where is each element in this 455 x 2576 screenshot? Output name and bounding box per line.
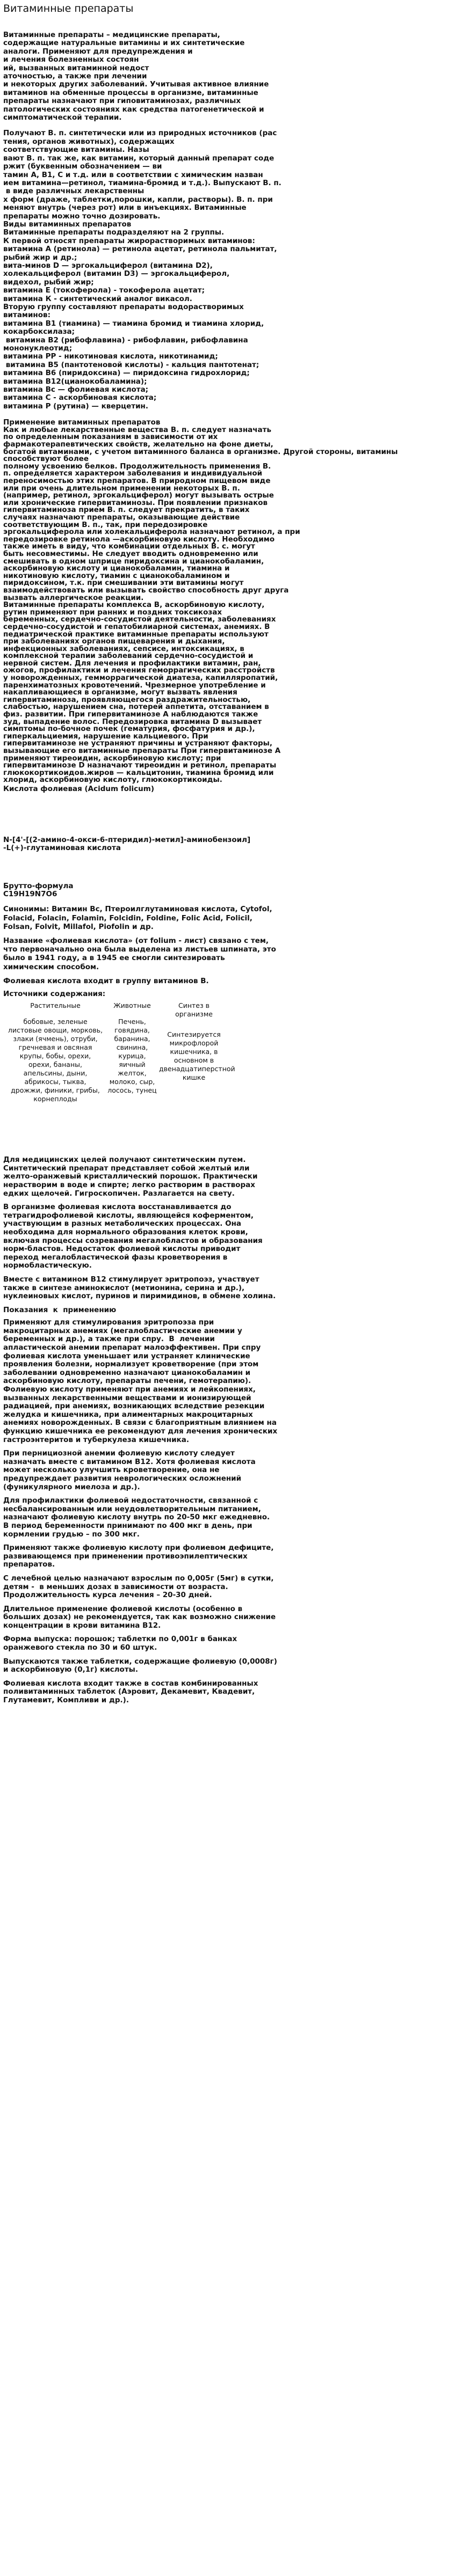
synonyms-paragraph: Синонимы: Витамин Bc, Птероилглутаминовая кислота, Cytofol, Folacid, Folacin, Folamin, Folcidin, Foldine, Folic Acid, Folicil, Folsan, Folvit, Millafol, Piofolin и др. (3, 905, 272, 931)
sources-column-header: Растительные (30, 1001, 81, 1010)
sources-heading: Источники содержания: (3, 990, 106, 998)
vitamin-group-line: Фолиевая кислота входит в группу витаминов В. (3, 976, 209, 985)
folic-heading: Кислота фолиевая (Acidum folicum) (3, 784, 155, 793)
sources-column-header: Животные (113, 1001, 151, 1010)
sources-column-body: бобовые, зеленые листовые овощи, морковь, злаки (ячмень), отруби, гречневая и овсяная крупы, бобы, орехи, орехи, бананы, апельсины, дыни, абрикосы, тыква, дрожжи, финики, грибы, корнеплоды (8, 1018, 103, 1103)
sources-column-animals (105, 1001, 159, 1095)
prophylaxis-paragraph: Для профилактики фолиевой недостаточности, связанной с несбалансированным или неудовлетворительным питанием, назначают фолиевую кислоту внутрь по 20-50 мкг ежедневно. В период беременности принимают по 400 мкг в день, при кормлении грудью – по 300 мкг. (3, 1496, 270, 1539)
sources-column-header: Синтез в организме (175, 1001, 213, 1019)
restoration-paragraph: В организме фолиевая кислота восстанавливается до тетрагидрофолиевой кислоты, являющейся коферментом, участвующим в разных метаболических процессах. Она необходима для нормального образования клеток крови, включая процессы созревания мегалобластов и образования норм-бластов. Недостаток фолиевой кислоты приводит переход мегалобластической фазы кроветворения в нормобластическую. (3, 1203, 263, 1270)
sources-column-body: Синтезируется микрофлорой кишечника, в основном в двенадцатиперстной кишке (159, 1030, 235, 1082)
dosage-paragraph: С лечебной целью назначают взрослым по 0,005г (5мг) в сутки, детям - в меньших дозах в зависимости от возраста. Продолжительность курса лечения – 20-30 дней. (3, 1574, 274, 1600)
medical-synthesis-paragraph: Для медицинских целей получают синтетическим путем. Синтетический препарат представляет собой желтый или желто-оранжевый кристаллический порошок. Практически нерастворим в воде и спирте; легко растворим в растворах едких щелочей. Гигроскопичен. Разлагается на свету. (3, 1155, 258, 1198)
obtaining-paragraph: Получают В. п. синтетически или из природных источников (рас тения, органов животных), содержащих соответствующие витамины. Назы вают В. п. так же, как витамин, который данный препарат соде ржит (буквенным обозначением — ви тамин А, В1, С и т.д. или в соответствии с химическим назван ием витамина—ретинол, тиамина-бромид и т.д.). Выпускают В. п. в виде различных лекарственны х форм (драже, таблетки,порошки, капли, растворы). В. п. при меняют внутрь (через рот) или в инъекциях. Витаминные препараты можно точно дозировать. (3, 129, 281, 221)
sources-column-synthesis (159, 1001, 235, 1082)
release-form-paragraph: Форма выпуска: порошок; таблетки по 0,001г в банках оранжевого стекла по 30 и 60 штук. (3, 1635, 237, 1652)
intro-paragraph: Витаминные препараты – медицинские препараты, содержащие натуральные витамины и их синтетические аналоги. Применяют для предупреждения и и лечения болезненных состоян ий, вызванных витаминной недост аточностью, а также при лечении и некоторых других заболеваний. Учитывая активное влияние витаминов на обменные процессы в организме, витаминные препараты назначают при гиповитаминозах, различных патологических состояниях как средства патогенетической и симптоматической терапии. (3, 31, 269, 122)
indications-heading: Показания к применению (3, 1305, 117, 1314)
document-title: Витаминные препараты (3, 3, 134, 14)
name-origin-paragraph: Название «фолиевая кислота» (от folium - лист) связано с тем, что первоначально она была выделена из листьев шпината, это было в 1941 году, а в 1945 ее смогли синтезировать химическим способом. (3, 936, 276, 971)
sources-column-body: Печень, говядина, баранина, свинина, курица, яичный желток, молоко, сыр, лосось, тунец (107, 1018, 157, 1095)
pernicious-anemia-paragraph: При пернициозной анемии фолиевую кислоту следует назначать вместе с витамином B12. Хотя фолиевая кислота может несколько улучшить кроветворение, она не предупреждает развития неврологических осложнений (фуникулярного миелоза и др.). (3, 1449, 256, 1491)
article-body (0, 15, 455, 1705)
antiepileptic-paragraph: Применяют также фолиевую кислоту при фолиевом дефиците, развивающемся при применении противоэпилептических препаратов. (3, 1543, 274, 1569)
types-section: Виды витаминных препаратов Витаминные препараты подразделяют на 2 группы. К первой относят препараты жирорастворимых витаминов: витамина А (ретинола) — ретинола ацетат, ретинола пальмитат, рыбий жир и др.; вита-минов D — эргокальциферол (витамина D2), холекальциферол (витамин D3) — эргокальциферол, видехол, рыбий жир; витамина Е (токоферола) - токоферола ацетат; витамина К - синтетический аналог викасол. Вторую группу составляют препараты водорастворимых витаминов: витамина В1 (тиамина) — тиамина бромид и тиамина хлорид, кокарбоксилаза; витамина В2 (рибофлавина) - рибофлавин, рибофлавина мононуклеотид; витамина РР - никотиновая кислота, никотинамид; витамина В5 (пантотеновой кислоты) - кальция пантотенат; витамина В6 (пиридоксина) — пиридоксина гидрохлорид; витамина В12(цианокобаламина); витамина Вс — фолиевая кислота; витамина С - аскорбиновая кислота; витамина Р (рутина) — кверцетин. (3, 219, 277, 411)
large-doses-paragraph: Длительное применение фолиевой кислоты (особенно в больших дозах) не рекомендуется, так как возможно снижение концентрации в крови витамина B12. (3, 1604, 276, 1630)
gross-formula: Брутто-формула C19H19N7O6 (3, 882, 74, 899)
b12-paragraph: Вместе с витамином B12 стимулирует эритропоэз, участвует также в синтезе аминокислот (метионина, серина и др.), нуклеиновых кислот, пуринов и пиримидинов, в обмене холина. (3, 1275, 276, 1301)
sources-column-plants (5, 1001, 105, 1103)
sources-table (3, 1001, 450, 1103)
multivitamin-paragraph: Фолиевая кислота входит также в состав комбинированных поливитаминных таблеток (Аэровит, Декамевит, Квадевит, Глутамевит, Компливи и др.). (3, 1679, 258, 1705)
combined-tablets-paragraph: Выпускаются также таблетки, содержащие фолиевую (0,0008г) и аскорбиновую (0,1г) кислоты. (3, 1657, 277, 1674)
indications-paragraph: Применяют для стимулирования эритропоэза при макроцитарных анемиях (мегалобластические анемии у беременных и др.), а также при спру. В лечении апластической анемии препарат малоэффективен. При спру фолиевая кислота уменьшает или устраняет клинические проявления болезни, нормализует кроветворение (при этом заболевании одновременно назначают цианокобаламин и аскорбиновую кислоту, препараты печени, гемотерапию). Фолиевую кислоту применяют при анемиях и лейкопениях, вызванных лекарственными веществами и ионизирующей радиацией, при анемиях, возникающих вследствие резекции желудка и кишечника, при алиментарных макроцитарных анемиях новорожденных. В связи с благоприятным влиянием на функцию кишечника ее рекомендуют для лечения хронических гастроэнтеритов и туберкулеза кишечника. (3, 1318, 278, 1444)
usage-section: Применение витаминных препаратов Как и любые лекарственные вещества В. п. следует назначать по определенным показаниям в зависимости от их фармакотерапевтических свойств, желательно на фоне диеты, богатой витаминами, с учетом витаминного баланса в организме. Другой стороны, витамины способствуют более полному усвоению белков. Продолжительность применения В. п. определяется характером заболевания и индивидуальной переносимостью этих препаратов. В природном пищевом виде или при очень длительном применении некоторых В. п. (например, ретинол, эргокальциферол) могут вызывать острые или хронические гипервитаминозы. При появлении признаков гипервитаминоза прием В. п. следует прекратить, в таких случаях назначают препараты, оказывающие действие соответствующим В. п., так, при передозировке эргокальциферола или холекальциферола назначают ретинол, а при передозировке ретинола —аскорбиновую кислоту. Необходимо также иметь в виду, что комбинации отдельных В. с. могут быть несовместимы. Не следует вводить одновременно или смешивать в одном шприце пиридоксина и цианокобаламин, аскорбиновую кислоту и цианокобаламин, тиамина и никотиновую кислоту, тиамин с цианокобаламином и пиридоксином, т.к. при смешивании эти витамины могут взаимодействовать или вызывать свойство способность друг друга вызвать аллергическое реакции. (3, 418, 398, 602)
molecule-caption: N-[4'-[(2-амино-4-окси-6-птеридил)-метил]-аминобензоил] -L(+)-глутаминовая кислота (3, 836, 251, 853)
ascorbic-paragraph: Витаминные препараты комплекса В, аскорбиновую кислоту, рутин применяют при ранних и поздних токсикозах беременных, сердечно-сосудистой деятельности, заболеваниях сердечно-сосудистой и гепатобилиарной системах, анемиях. В педиатрической практике витаминные препараты используют при заболеваниях органов пищеварения и дыхания, инфекционных заболеваниях, сепсисе, интоксикациях, в комплексной терапии заболеваний сердечно-сосудистой и нервной систем. Для лечения и профилактики витамин, ран, ожогов, профилактики и лечения геморрагических расстройств у новорожденных, гемморрагической диатеза, капилляропатий, паренхиматозных кровотечений. Чрезмерное употребление и накапливающиеся в организме, могут вызвать явления гипервитаминоза, проявляющегося раздражительностью, слабостью, нарушением сна, потерей аппетита, отставанием в физ. развитии. При гипервитаминозе А наблюдаются также зуд, выпадение волос. Передозировка витамина D вызывает симптомы по-бочное почек (гематурия, фосфатурия и др.), гиперкальциемия, нарушение кальциевого. При гипервитаминозе не устраняют причины и устраняют факторы, вызывающие его витаминные препараты При гипервитаминозе А применяют тиреоидин, аскорбиновую кислоту; при гипервитаминозе D назначают тиреоидин и ретинол, препараты глюкокортикоидов.жиров — кальцитонин, тиамина бромид или хлорид, аскорбиновую кислоту, глюкокортикоиды. (3, 601, 281, 785)
